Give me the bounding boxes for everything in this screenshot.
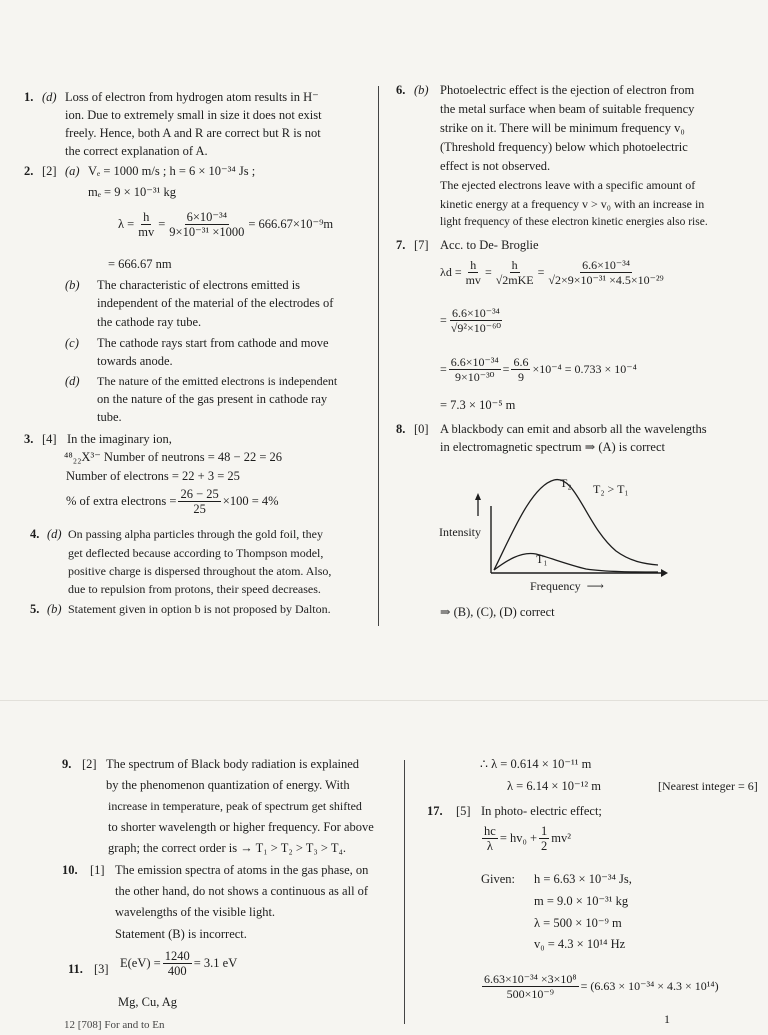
q8-number: 8.: [396, 422, 406, 436]
q4-number: 4.: [30, 527, 40, 541]
q6-line-4: (Threshold frequency) below which photoelectric: [440, 140, 688, 154]
q11-res: = 3.1 eV: [193, 956, 238, 970]
q7-f6-num: 6.6: [513, 355, 529, 369]
q7-f6-den: 9: [517, 370, 524, 384]
q17-bottom: 1: [664, 1012, 670, 1026]
q8-line-1: A blackbody can emit and absorb all the wavelengths: [440, 422, 707, 436]
q3-line-3: Number of electrons = 22 + 3 = 25: [66, 469, 240, 483]
q7-f5-den: 9×10⁻³⁰: [454, 370, 495, 384]
q11-number: 11.: [68, 962, 83, 976]
q17-line-1: In photo- electric effect;: [481, 804, 602, 818]
q17-frac-hc: [482, 824, 498, 853]
q2-lambda: λ =: [118, 217, 135, 231]
q10-line-3: wavelengths of the visible light.: [115, 905, 276, 919]
q2-frac2-den: 9×10⁻³¹ ×1000: [169, 225, 245, 239]
q7-result-1: ×10⁻⁴ = 0.733 × 10⁻⁴: [532, 362, 637, 376]
graph-ylabel: Intensity: [439, 525, 481, 539]
q3-answer: [4]: [42, 432, 57, 446]
q7-f5-num: 6.6×10⁻³⁴: [450, 355, 499, 369]
q7-frac4: [449, 306, 503, 335]
q17-given-1: h = 6.63 × 10⁻³⁴ Js,: [534, 872, 632, 886]
q7-number: 7.: [396, 238, 406, 252]
q7-f3-den: √2×9×10⁻³¹ ×4.5×10⁻²⁹: [548, 273, 664, 287]
q1-line-2: ion. Due to extremely small in size it does not exist: [65, 108, 322, 122]
q11-num: 1240: [164, 949, 190, 963]
q7-step2: [440, 306, 505, 335]
column-divider-2: [404, 760, 405, 1024]
q2-frac1: [136, 210, 156, 239]
q17-calc-num: 6.63×10⁻³⁴ ×3×10⁸: [484, 972, 577, 986]
q7-eq4: =: [440, 362, 447, 376]
q6-option: (b): [414, 83, 429, 97]
q2-result: = 666.67×10⁻⁹m: [248, 217, 334, 231]
q2-frac2: [167, 210, 246, 239]
q17-frac-half: [539, 824, 549, 853]
q17-hc-num: hc: [484, 824, 496, 838]
q3-line-2: ⁴⁸₂₂X³⁻ Number of neutrons = 48 − 22 = 26: [64, 450, 282, 464]
q7-frac1: [464, 258, 483, 287]
q11-answer: [3]: [94, 962, 109, 976]
q17-eq-mid: = hv₀ +: [499, 831, 538, 845]
q2-b-line-3: the cathode ray tube.: [97, 315, 202, 329]
q6-line-2: the metal surface when beam of suitable frequency: [440, 102, 695, 116]
q9-answer: [2]: [82, 757, 97, 771]
q1-option: (d): [42, 90, 57, 104]
q2-number: 2.: [24, 164, 34, 178]
q9-line-1: The spectrum of Black body radiation is explained: [106, 757, 360, 771]
q17-half-num: 1: [541, 824, 548, 838]
q9-line-4: to shorter wavelength or higher frequency. For above: [108, 820, 374, 834]
q1-number: 1.: [24, 90, 34, 104]
q7-answer: [7]: [414, 238, 429, 252]
q2-d-line-2: on the nature of the gas present in cathode ray: [97, 392, 328, 406]
q1-line-3: freely. Hence, both A and R are correct but R is not: [65, 126, 321, 140]
q4-line-1: On passing alpha particles through the gold foil, they: [68, 527, 323, 541]
q6-line-7: kinetic energy at a frequency v > v₀ with an increase in: [440, 197, 705, 211]
q7-eq1: =: [484, 265, 492, 279]
q1-line-1: Loss of electron from hydrogen atom results in H⁻: [65, 90, 319, 104]
q7-eq3: =: [440, 313, 447, 327]
q2-frac1-den: mv: [138, 225, 155, 239]
q3-pct-den: 25: [193, 502, 206, 516]
q10-answer: [1]: [90, 863, 105, 877]
q2-c-line-2: towards anode.: [97, 354, 173, 368]
q10-line-4: Statement (B) is incorrect.: [115, 927, 247, 941]
q6-line-8: light frequency of these electron kinetic energies also rise.: [440, 216, 708, 228]
q11-metals: Mg, Cu, Ag: [118, 995, 178, 1009]
q17-eq-end: mv²: [551, 831, 572, 845]
graph-label-t2: T₂: [560, 476, 572, 490]
q12-partial: 12 [708] For and to En: [64, 1019, 165, 1031]
q10-number: 10.: [62, 863, 78, 877]
q3-pct-result: ×100 = 4%: [222, 494, 279, 508]
q2-c-option: (c): [65, 336, 79, 350]
q17-calc: [480, 972, 719, 1001]
q2-frac2-num: 6×10⁻³⁴: [186, 210, 228, 224]
q2-frac1-num: h: [143, 210, 150, 224]
q7-f4-den: √9²×10⁻⁶⁰: [450, 321, 502, 335]
q7-lambda-d: λd =: [440, 265, 462, 279]
q17-half-den: 2: [541, 839, 548, 853]
q2-me-line: mₑ = 9 × 10⁻³¹ kg: [88, 185, 176, 199]
p2-top-line-1: ∴ λ = 0.614 × 10⁻¹¹ m: [480, 757, 592, 771]
q7-line-1: Acc. to De- Broglie: [440, 238, 539, 252]
nearest-integer-note: [Nearest integer = 6]: [658, 779, 758, 793]
q17-given-4: v₀ = 4.3 × 10¹⁴ Hz: [534, 937, 626, 951]
q9-line-3: increase in temperature, peak of spectrum get shifted: [108, 799, 362, 813]
q6-number: 6.: [396, 83, 406, 97]
page-bottom: [0, 512, 768, 1031]
q17-answer: [5]: [456, 804, 471, 818]
q6-line-3: strike on it. There will be minimum frequency v₀: [440, 121, 685, 135]
q17-calc-frac: [482, 972, 579, 1001]
q17-hc-den: λ: [486, 839, 493, 853]
q2-answer: [2]: [42, 164, 57, 178]
q17-given-label: Given:: [481, 872, 516, 886]
q4-line-2: get deflected because according to Thompson model,: [68, 546, 324, 560]
q3-pct-label: % of extra electrons =: [66, 494, 177, 508]
q9-line-2: by the phenomenon quantization of energy. With: [106, 778, 350, 792]
q7-frac6: [511, 355, 530, 384]
q2-lambda-eq: [118, 210, 333, 239]
q8-result: ⇒ (B), (C), (D) correct: [440, 605, 555, 619]
q7-f2-den: √2mKE: [495, 273, 534, 287]
q11-eq: [120, 949, 237, 978]
q2-c-line-1: The cathode rays start from cathode and move: [97, 336, 329, 350]
q4-line-3: positive charge is dispersed throughout the atom. Also,: [68, 564, 332, 578]
q2-a-line: Vₑ = 1000 m/s ; h = 6 × 10⁻³⁴ Js ;: [88, 164, 256, 178]
q5-number: 5.: [30, 602, 40, 616]
q2-b-option: (b): [65, 278, 80, 292]
q10-line-1: The emission spectra of atoms in the gas phase, on: [115, 863, 369, 877]
q7-f4-num: 6.6×10⁻³⁴: [451, 306, 500, 320]
q7-result-2: = 7.3 × 10⁻⁵ m: [440, 398, 516, 412]
q7-frac5: [449, 355, 501, 384]
q17-number: 17.: [427, 804, 443, 818]
q6-line-5: effect is not observed.: [440, 159, 551, 173]
q10-line-2: the other hand, do not shows a continuous as all of: [115, 884, 369, 898]
q7-frac3: [546, 258, 665, 287]
graph-label-t1: T₁: [536, 552, 548, 566]
q17-photo-eq: [480, 824, 571, 853]
q7-f2-num: h: [511, 258, 518, 272]
q17-given-2: m = 9.0 × 10⁻³¹ kg: [534, 894, 629, 908]
q17-given-3: λ = 500 × 10⁻⁹ m: [534, 916, 622, 930]
graph-label-t2gt: T₂ > T₁: [593, 482, 629, 496]
q7-debroglie-eq: [440, 258, 668, 287]
q11-lhs: E(eV) =: [120, 956, 161, 970]
q3-line-1: In the imaginary ion,: [67, 432, 172, 446]
q17-calc-result: = (6.63 × 10⁻³⁴ × 4.3 × 10¹⁴): [580, 979, 719, 993]
q3-number: 3.: [24, 432, 34, 446]
q2-d-line-3: tube.: [97, 410, 122, 424]
q2-eq: =: [158, 217, 166, 231]
graph-xlabel-text: Frequency: [530, 579, 581, 593]
q2-b-line-1: The characteristic of electrons emitted is: [97, 278, 301, 292]
q2-d-line-1: The nature of the emitted electrons is independent: [97, 374, 338, 388]
p2-top-line-2: λ = 6.14 × 10⁻¹² m: [507, 779, 601, 793]
q3-pct-num: 26 − 25: [180, 487, 219, 501]
q7-step3: [440, 355, 637, 384]
q7-f3-num: 6.6×10⁻³⁴: [582, 258, 631, 272]
q7-eq5: =: [502, 362, 510, 376]
q1-line-4: the correct explanation of A.: [65, 144, 208, 158]
q17-calc-den: 500×10⁻⁹: [506, 987, 554, 1001]
graph-xlabel-arrow: ⟶: [583, 579, 604, 593]
q7-f1-num: h: [470, 258, 477, 272]
q11-frac: [163, 949, 192, 978]
q7-eq2: =: [537, 265, 545, 279]
q9-line-5: graph; the correct order is → T₁ > T₂ > T₃ > T₄.: [108, 841, 346, 855]
q2-d-option: (d): [65, 374, 80, 388]
q4-option: (d): [47, 527, 62, 541]
q4-line-4: due to repulsion from protons, their speed decreases.: [68, 582, 321, 596]
q2-a-option: (a): [65, 164, 80, 178]
intensity-arrow-head: [475, 493, 481, 500]
q8-line-2: in electromagnetic spectrum ⇒ (A) is correct: [440, 440, 665, 454]
q9-number: 9.: [62, 757, 72, 771]
q7-f1-den: mv: [465, 273, 481, 287]
q5-option: (b): [47, 602, 62, 616]
q7-frac2: [494, 258, 536, 287]
q2-b-line-2: independent of the material of the electrodes of: [97, 296, 334, 310]
q6-line-6: The ejected electrons leave with a specific amount of: [440, 178, 696, 192]
q6-line-1: Photoelectric effect is the ejection of electron from: [440, 83, 695, 97]
q5-line: Statement given in option b is not proposed by Dalton.: [68, 602, 331, 616]
q8-answer: [0]: [414, 422, 429, 436]
q11-den: 400: [167, 964, 187, 978]
q2-result-2: = 666.67 nm: [108, 257, 172, 271]
